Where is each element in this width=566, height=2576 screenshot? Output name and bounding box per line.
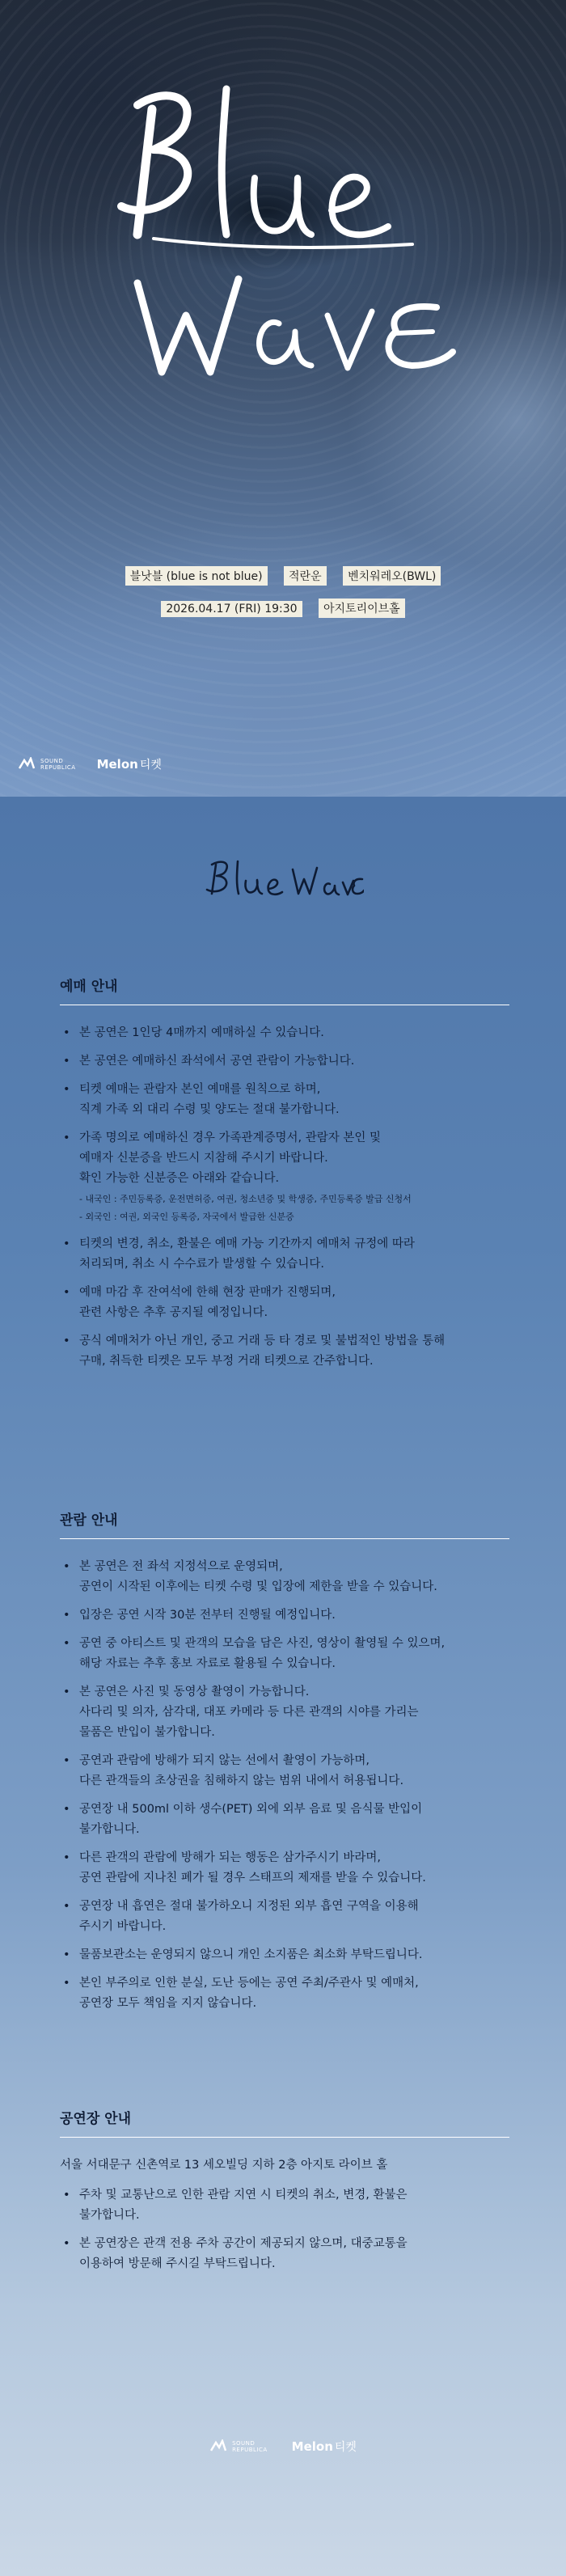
list-item bbox=[60, 1234, 509, 1275]
item-text: 물품보관소는 운영되지 않으니 개인 소지품은 최소화 부탁드립니다. bbox=[79, 1948, 423, 1961]
sound-republica-logo bbox=[209, 2439, 268, 2454]
item-text: 티켓 예매는 관람자 본인 예매를 원칙으로 하며, 직계 가족 외 대리 수령 및 양도는 절대 불가합니다. bbox=[79, 1083, 340, 1116]
list-item bbox=[60, 1945, 509, 1965]
list-item bbox=[60, 2185, 509, 2226]
item-text: 티켓의 변경, 취소, 환불은 예매 가능 기간까지 예매처 규정에 따라 처리되며, 취소 시 수수료가 발생할 수 있습니다. bbox=[79, 1237, 415, 1271]
poster-logos bbox=[18, 756, 162, 772]
venue-name: 아지토리이브홀 bbox=[319, 599, 405, 618]
item-text: 본 공연은 전 좌석 지정석으로 운영되며, 공연이 시작된 이후에는 티켓 수령 및 입장에 제한을 받을 수 있습니다. bbox=[79, 1560, 437, 1593]
viewing-list bbox=[60, 1557, 509, 2014]
melon-wordmark: Melon bbox=[291, 2439, 333, 2454]
list-item bbox=[60, 1331, 509, 1372]
venue-section bbox=[60, 2107, 509, 2282]
artist-name: 적란운 bbox=[284, 566, 327, 586]
section-title: 관람 안내 bbox=[60, 1508, 509, 1539]
list-item bbox=[60, 1128, 509, 1226]
item-text: 본인 부주의로 인한 분실, 도난 등에는 공연 주최/주관사 및 예매처, 공연장 모두 책임을 지지 않습니다. bbox=[79, 1977, 419, 2010]
artist-name: 블낫블 (blue is not blue) bbox=[125, 566, 268, 586]
melon-sub: 티켓 bbox=[139, 759, 162, 772]
date-venue-line bbox=[0, 599, 566, 618]
logo-label: REPUBLICA bbox=[232, 2447, 268, 2453]
list-item bbox=[60, 1051, 509, 1072]
list-item bbox=[60, 1751, 509, 1791]
list-item bbox=[60, 1023, 509, 1043]
item-text: 본 공연은 사진 및 동영상 촬영이 가능합니다. 사다리 및 의자, 삼각대, 대포 카메라 등 다른 관객의 시야를 가리는 물품은 반입이 불가합니다. bbox=[79, 1686, 419, 1739]
item-text: 공식 예매처가 아닌 개인, 중고 거래 등 타 경로 및 불법적인 방법을 통해 구매, 취득한 티켓은 모두 부정 거래 티켓으로 간주합니다. bbox=[79, 1335, 446, 1368]
item-text: 공연장 내 500ml 이하 생수(PET) 외에 외부 음료 및 음식물 반입이 불가합니다. bbox=[79, 1803, 423, 1836]
item-text: 공연장 내 흡연은 절대 불가하오니 지정된 외부 흡연 구역을 이용해 주시기 바랍니다. bbox=[79, 1900, 419, 1933]
item-text: 입장은 공연 시작 30분 전부터 진행될 예정입니다. bbox=[79, 1609, 336, 1622]
item-text: 본 공연은 1인당 4매까지 예매하실 수 있습니다. bbox=[79, 1026, 324, 1039]
venue-address: 서울 서대문구 신촌역로 13 세오빌딩 지하 2층 아지토 라이브 홀 bbox=[60, 2159, 388, 2172]
item-text: 주차 및 교통난으로 인한 관람 지연 시 티켓의 취소, 변경, 환불은 불가합니다. bbox=[79, 2189, 408, 2222]
list-item bbox=[60, 1557, 509, 1597]
date-time: 2026.04.17 (FRI) 19:30 bbox=[161, 601, 302, 617]
viewing-section bbox=[60, 1508, 509, 2022]
sound-republica-icon bbox=[18, 757, 36, 772]
list-item bbox=[60, 2234, 509, 2274]
item-text: 공연 중 아티스트 및 관객의 모습을 담은 사진, 영상이 촬영될 수 있으며, 해당 자료는 추후 홍보 자료로 활용될 수 있습니다. bbox=[79, 1637, 446, 1670]
melon-sub: 티켓 bbox=[334, 2441, 357, 2454]
booking-list bbox=[60, 1023, 509, 1372]
blue-wave-title-art bbox=[105, 73, 469, 412]
list-item bbox=[60, 1848, 509, 1889]
list-item bbox=[60, 1682, 509, 1743]
logo-label: REPUBLICA bbox=[40, 764, 76, 771]
section-title: 공연장 안내 bbox=[60, 2107, 509, 2138]
melon-ticket-logo bbox=[97, 756, 162, 772]
blue-wave-small-logo bbox=[202, 853, 364, 902]
item-text: 공연과 관람에 방해가 되지 않는 선에서 촬영이 가능하며, 다른 관객들의 초상권을 침해하지 않는 범위 내에서 허용됩니다. bbox=[79, 1754, 404, 1787]
list-item bbox=[60, 1080, 509, 1120]
artist-lineup bbox=[0, 566, 566, 586]
booking-section bbox=[60, 975, 509, 1380]
venue-list bbox=[60, 2185, 509, 2274]
list-item bbox=[60, 1973, 509, 2014]
list-item bbox=[60, 1634, 509, 1674]
list-item bbox=[60, 1283, 509, 1323]
list-item bbox=[60, 1605, 509, 1626]
list-item bbox=[60, 1897, 509, 1937]
footer-logos bbox=[0, 2439, 566, 2455]
item-text: 본 공연은 예매하신 좌석에서 공연 관람이 가능합니다. bbox=[79, 1055, 355, 1068]
concert-poster bbox=[0, 0, 566, 797]
melon-ticket-logo bbox=[292, 2439, 357, 2455]
item-text: 다른 관객의 관람에 방해가 되는 행동은 삼가주시기 바라며, 공연 관람에 지나친 폐가 될 경우 스태프의 제재를 받을 수 있습니다. bbox=[79, 1851, 426, 1884]
melon-wordmark: Melon bbox=[96, 757, 138, 772]
list-item bbox=[60, 1800, 509, 1840]
sound-republica-icon bbox=[209, 2439, 227, 2454]
id-notes: - 내국인 : 주민등록증, 운전면허증, 여권, 청소년증 및 학생증, 주민등록증 발급 신청서 - 외국인 : 여권, 외국인 등록증, 자국에서 발급한 신분증 bbox=[79, 1194, 412, 1222]
logo-label: SOUND bbox=[40, 758, 64, 764]
item-text: 예매 마감 후 잔여석에 한해 현장 판매가 진행되며, 관련 사항은 추후 공지될 예정입니다. bbox=[79, 1286, 336, 1319]
item-text: 본 공연장은 관객 전용 주차 공간이 제공되지 않으며, 대중교통을 이용하여 방문해 주시길 부탁드립니다. bbox=[79, 2237, 408, 2270]
sound-republica-logo bbox=[18, 757, 76, 772]
artist-name: 벤치워레오(BWL) bbox=[343, 566, 441, 586]
notice-detail bbox=[0, 797, 566, 2576]
item-text: 가족 명의로 예매하신 경우 가족관계증명서, 관람자 본인 및 예매자 신분증을 반드시 지참해 주시기 바랍니다. 확인 가능한 신분증은 아래와 같습니다. bbox=[79, 1131, 382, 1185]
logo-label: SOUND bbox=[232, 2440, 256, 2447]
detail-logo bbox=[0, 853, 566, 905]
section-title: 예매 안내 bbox=[60, 975, 509, 1005]
